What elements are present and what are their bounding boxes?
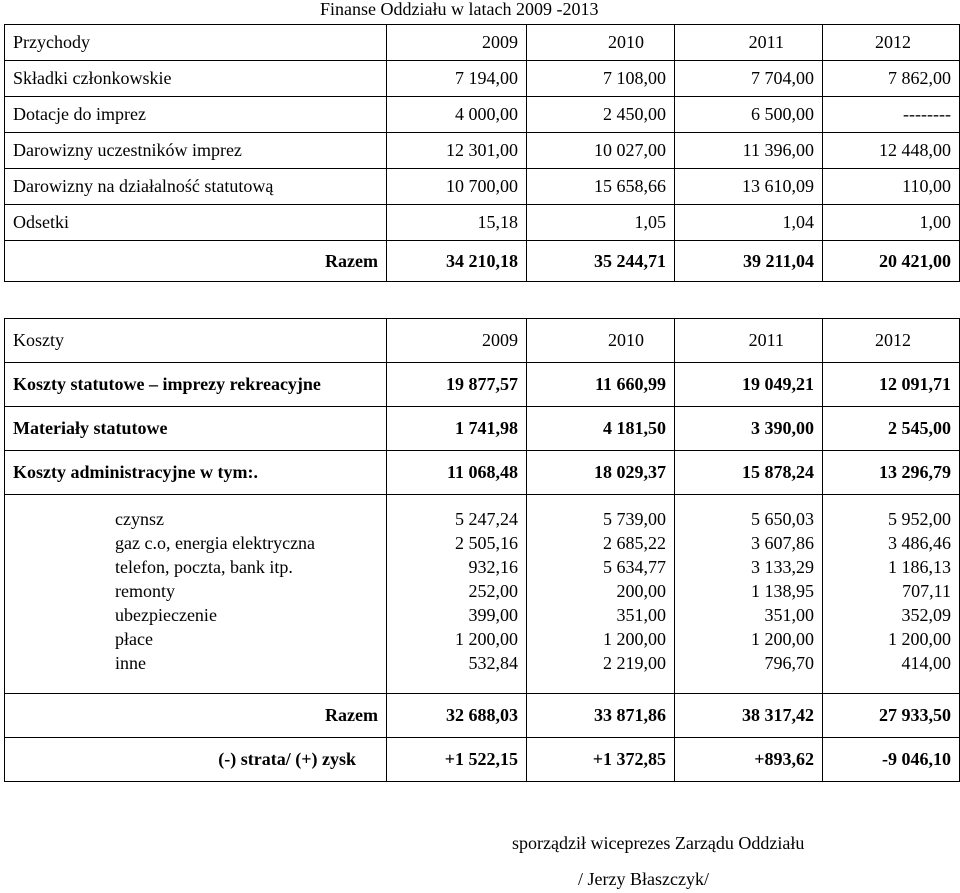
cell-value: 532,84 xyxy=(387,651,527,675)
income-total-value: 34 210,18 xyxy=(387,241,527,282)
cell-value: 7 704,00 xyxy=(675,61,823,97)
cell-value: 1 200,00 xyxy=(823,627,960,651)
table-row xyxy=(5,169,960,205)
cell-value: 15 658,66 xyxy=(527,169,675,205)
table-row xyxy=(5,627,960,651)
cell-value: 19 877,57 xyxy=(387,363,527,407)
cell-value: 399,00 xyxy=(387,603,527,627)
cell-value: 796,70 xyxy=(675,651,823,675)
row-label: Darowizny na działalność statutową xyxy=(5,169,387,205)
costs-total-value: 27 933,50 xyxy=(823,694,960,738)
prepared-by-text: sporządził wiceprezes Zarządu Oddziału xyxy=(512,833,805,853)
cell-value: 1 186,13 xyxy=(823,555,960,579)
cell-value: 252,00 xyxy=(387,579,527,603)
table-row xyxy=(5,205,960,241)
cell-value: 1 200,00 xyxy=(527,627,675,651)
cell-value: 1 200,00 xyxy=(675,627,823,651)
cell-value: 15,18 xyxy=(387,205,527,241)
row-label: płace xyxy=(5,627,387,651)
cell-value: 15 878,24 xyxy=(675,451,823,495)
cell-value: 2 219,00 xyxy=(527,651,675,675)
row-label: Odsetki xyxy=(5,205,387,241)
cell-value: 3 390,00 xyxy=(675,407,823,451)
cell-value: 351,00 xyxy=(527,603,675,627)
cell-value: 5 634,77 xyxy=(527,555,675,579)
costs-total-label: Razem xyxy=(5,694,387,738)
cell-value: 11 068,48 xyxy=(387,451,527,495)
table-row xyxy=(5,407,960,451)
row-label: ubezpieczenie xyxy=(5,603,387,627)
table-row xyxy=(5,451,960,495)
table-row xyxy=(5,531,960,555)
cell-value: 1,05 xyxy=(527,205,675,241)
cell-value: -------- xyxy=(823,97,960,133)
cell-value: 6 500,00 xyxy=(675,97,823,133)
row-label: Składki członkowskie xyxy=(5,61,387,97)
costs-total-value: 33 871,86 xyxy=(527,694,675,738)
cell-value: 7 108,00 xyxy=(527,61,675,97)
income-total-value: 35 244,71 xyxy=(527,241,675,282)
costs-year-2011: 2011 xyxy=(675,319,823,363)
table-row xyxy=(5,97,960,133)
cell-value: 13 610,09 xyxy=(675,169,823,205)
cell-value: 12 448,00 xyxy=(823,133,960,169)
table-row xyxy=(5,61,960,97)
result-value: +1 372,85 xyxy=(527,738,675,782)
cell-value: 7 194,00 xyxy=(387,61,527,97)
costs-year-2009: 2009 xyxy=(387,319,527,363)
result-row xyxy=(5,738,960,782)
result-value: -9 046,10 xyxy=(823,738,960,782)
income-total-label: Razem xyxy=(5,241,387,282)
cell-value: 4 181,50 xyxy=(527,407,675,451)
cell-value: 5 739,00 xyxy=(527,495,675,532)
costs-total-value: 32 688,03 xyxy=(387,694,527,738)
cell-value: 18 029,37 xyxy=(527,451,675,495)
row-label: czynsz xyxy=(5,495,387,532)
table-row xyxy=(5,603,960,627)
cell-value: 2 545,00 xyxy=(823,407,960,451)
result-label: (-) strata/ (+) zysk xyxy=(5,738,387,782)
income-year-2009: 2009 xyxy=(387,25,527,61)
costs-year-2012: 2012 xyxy=(823,319,960,363)
row-label: remonty xyxy=(5,579,387,603)
result-value: +1 522,15 xyxy=(387,738,527,782)
cell-value: 5 650,03 xyxy=(675,495,823,532)
row-label: Koszty administracyjne w tym:. xyxy=(5,451,387,495)
row-label: Darowizny uczestników imprez xyxy=(5,133,387,169)
row-label: gaz c.o, energia elektryczna xyxy=(5,531,387,555)
cell-value: 414,00 xyxy=(823,651,960,675)
income-total-value: 39 211,04 xyxy=(675,241,823,282)
cell-value: 351,00 xyxy=(675,603,823,627)
costs-total-row xyxy=(5,694,960,738)
cell-value: 1 138,95 xyxy=(675,579,823,603)
table-row xyxy=(5,579,960,603)
cell-value: 4 000,00 xyxy=(387,97,527,133)
cell-value: 2 450,00 xyxy=(527,97,675,133)
costs-header-label: Koszty xyxy=(5,319,387,363)
costs-total-value: 38 317,42 xyxy=(675,694,823,738)
cell-value: 3 133,29 xyxy=(675,555,823,579)
cell-value: 5 247,24 xyxy=(387,495,527,532)
income-year-2011: 2011 xyxy=(675,25,823,61)
cell-value: 932,16 xyxy=(387,555,527,579)
cell-value: 19 049,21 xyxy=(675,363,823,407)
cell-value: 5 952,00 xyxy=(823,495,960,532)
income-header-label: Przychody xyxy=(5,25,387,61)
table-row xyxy=(5,651,960,675)
cell-value: 3 607,86 xyxy=(675,531,823,555)
table-row xyxy=(5,363,960,407)
cell-value: 11 660,99 xyxy=(527,363,675,407)
cell-value: 11 396,00 xyxy=(675,133,823,169)
income-total-value: 20 421,00 xyxy=(823,241,960,282)
table-row xyxy=(5,133,960,169)
cell-value: 200,00 xyxy=(527,579,675,603)
income-header-row xyxy=(5,25,960,61)
income-total-row xyxy=(5,241,960,282)
row-label: telefon, poczta, bank itp. xyxy=(5,555,387,579)
row-label: Dotacje do imprez xyxy=(5,97,387,133)
cell-value: 352,09 xyxy=(823,603,960,627)
cell-value: 707,11 xyxy=(823,579,960,603)
spacer-row xyxy=(5,675,960,694)
row-label: Koszty statutowe – imprezy rekreacyjne xyxy=(5,363,387,407)
cell-value: 2 685,22 xyxy=(527,531,675,555)
costs-year-2010: 2010 xyxy=(527,319,675,363)
income-year-2012: 2012 xyxy=(823,25,960,61)
cell-value: 2 505,16 xyxy=(387,531,527,555)
costs-header-row xyxy=(5,319,960,363)
cell-value: 1,04 xyxy=(675,205,823,241)
result-value: +893,62 xyxy=(675,738,823,782)
row-label: inne xyxy=(5,651,387,675)
document-title: Finanse Oddziału w latach 2009 -2013 xyxy=(320,0,599,19)
cell-value: 12 091,71 xyxy=(823,363,960,407)
cell-value: 10 700,00 xyxy=(387,169,527,205)
table-row xyxy=(5,555,960,579)
cell-value: 110,00 xyxy=(823,169,960,205)
table-row xyxy=(5,495,960,532)
cell-value: 12 301,00 xyxy=(387,133,527,169)
row-label: Materiały statutowe xyxy=(5,407,387,451)
cell-value: 1 200,00 xyxy=(387,627,527,651)
income-table xyxy=(4,24,960,282)
cell-value: 1 741,98 xyxy=(387,407,527,451)
income-year-2010: 2010 xyxy=(527,25,675,61)
cell-value: 3 486,46 xyxy=(823,531,960,555)
cell-value: 7 862,00 xyxy=(823,61,960,97)
cell-value: 10 027,00 xyxy=(527,133,675,169)
document-title-bar xyxy=(0,0,960,24)
cell-value: 1,00 xyxy=(823,205,960,241)
costs-table xyxy=(4,318,960,782)
cell-value: 13 296,79 xyxy=(823,451,960,495)
signature-text: / Jerzy Błaszczyk/ xyxy=(578,869,709,889)
